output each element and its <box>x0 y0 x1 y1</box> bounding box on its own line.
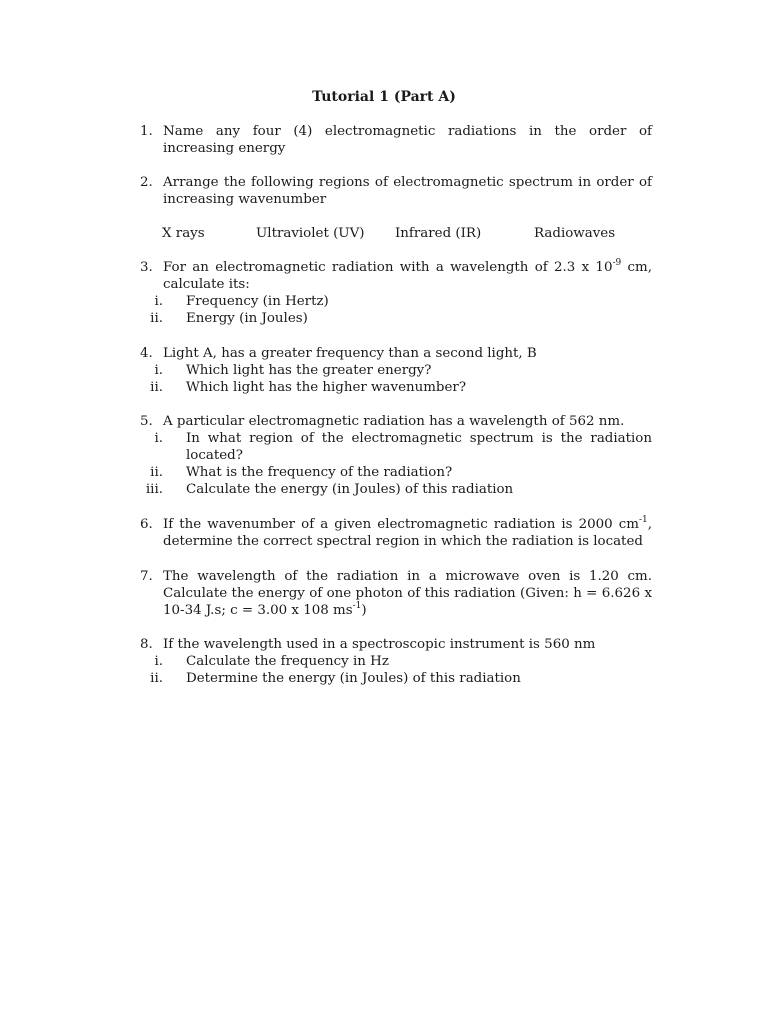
region-xrays: X rays <box>162 226 205 241</box>
sub-question <box>140 379 652 396</box>
sub-question-text: Calculate the energy (in Joules) of this radiation <box>186 482 514 497</box>
question-number: 1. <box>140 124 153 139</box>
question-text: The wavelength of the radiation in a microwave oven is 1.20 cm. Calculate the energy of one photon of this radiation (Given: h = 6.626 x 10-34 J.s; c = 3.00 x 108 $ms^{-1}$) <box>163 569 652 618</box>
question-text: Light A, has a greater frequency than a second light, B <box>163 346 537 361</box>
question-6 <box>140 516 652 550</box>
region-ir: Infrared (IR) <box>395 226 482 241</box>
sub-question-text: Which light has the greater energy? <box>186 363 432 378</box>
question-text: If the wavelength used in a spectroscopic instrument is 560 nm <box>163 637 596 652</box>
spectrum-regions <box>0 225 768 242</box>
sub-question-number: i. <box>154 294 163 309</box>
question-2 <box>140 174 652 208</box>
question-text: If the wavenumber of a given electromagnetic radiation is 2000 $cm^{-1}$, determine the correct spectral region in which the radiation is located <box>163 515 652 549</box>
sub-question <box>140 293 652 310</box>
sub-question-number: ii. <box>150 671 163 686</box>
sub-question-text: Determine the energy (in Joules) of this radiation <box>186 671 521 686</box>
sub-question <box>140 362 652 379</box>
sub-question-number: ii. <box>150 380 163 395</box>
question-number: 8. <box>140 637 153 652</box>
sub-question <box>140 430 652 464</box>
question-8 <box>140 636 652 687</box>
sub-question <box>140 310 652 327</box>
sub-question-text: Calculate the frequency in Hz <box>186 654 389 669</box>
question-7 <box>140 568 652 619</box>
question-3 <box>140 259 652 327</box>
sub-question-number: ii. <box>150 465 163 480</box>
sub-question-number: i. <box>154 363 163 378</box>
question-number: 5. <box>140 414 153 429</box>
question-number: 3. <box>140 260 153 275</box>
question-text: For an electromagnetic radiation with a wavelength of 2.3 x $10^{-9}$ cm, calculate its: <box>163 258 653 292</box>
question-text: Name any four (4) electromagnetic radiations in the order of increasing energy <box>163 124 652 156</box>
question-text: Arrange the following regions of electromagnetic spectrum in order of increasing wavenumber <box>163 175 652 207</box>
document-title: Tutorial 1 (Part A) <box>312 89 456 105</box>
sub-question-number: i. <box>154 431 163 446</box>
question-number: 7. <box>140 569 153 584</box>
question-1 <box>140 123 652 157</box>
question-number: 4. <box>140 346 153 361</box>
region-uv: Ultraviolet (UV) <box>256 226 365 241</box>
question-text: A particular electromagnetic radiation has a wavelength of 562 nm. <box>163 414 625 429</box>
question-number: 2. <box>140 175 153 190</box>
sub-question-text: Energy (in Joules) <box>186 311 308 326</box>
sub-question-text: What is the frequency of the radiation? <box>186 465 453 480</box>
question-4 <box>140 345 652 396</box>
sub-question <box>140 464 652 481</box>
sub-question-text: In what region of the electromagnetic spectrum is the radiation located? <box>186 431 652 463</box>
sub-question-number: ii. <box>150 311 163 326</box>
sub-question-text: Frequency (in Hertz) <box>186 294 329 309</box>
sub-question-number: i. <box>154 654 163 669</box>
sub-question-text: Which light has the higher wavenumber? <box>186 380 467 395</box>
sub-question <box>140 670 652 687</box>
sub-question-number: iii. <box>145 482 163 497</box>
sub-question <box>140 653 652 670</box>
question-5 <box>140 413 652 498</box>
question-number: 6. <box>140 517 153 532</box>
sub-question <box>140 481 652 498</box>
region-radiowaves: Radiowaves <box>534 226 616 241</box>
